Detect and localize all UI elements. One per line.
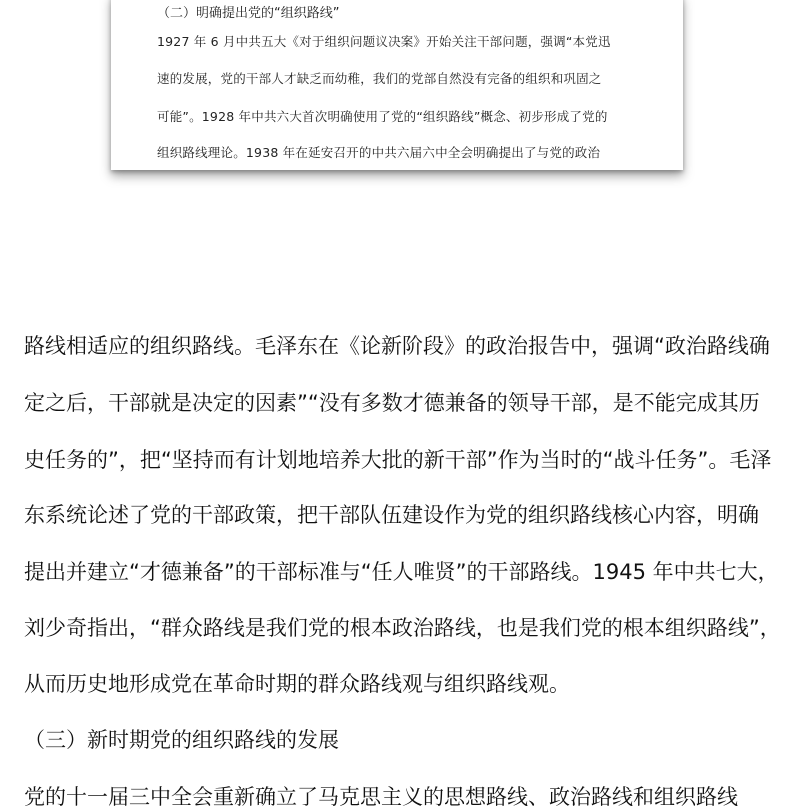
card-text-line: 可能”。1928 年中共六大首次明确使用了党的“组织路线”概念、初步形成了党的 — [157, 109, 608, 124]
card-section-heading: （二）明确提出党的“组织路线” — [157, 6, 340, 21]
section-heading: （三）新时期党的组织路线的发展 — [24, 728, 339, 752]
body-text-line: 路线相适应的组织路线。毛泽东在《论新阶段》的政治报告中，强调“政治路线确 — [24, 334, 770, 358]
body-text-line: 从而历史地形成党在革命时期的群众路线观与组织路线观。 — [24, 672, 570, 696]
body-text-line: 提出并建立“才德兼备”的干部标准与“任人唯贤”的干部路线。1945 年中共七大， — [24, 560, 779, 584]
body-text-line: 东系统论述了党的干部政策，把干部队伍建设作为党的组织路线核心内容，明确 — [24, 503, 759, 527]
embedded-page-excerpt — [111, 0, 683, 170]
body-text-line: 定之后，干部就是决定的因素”“没有多数才德兼备的领导干部，是不能完成其历 — [24, 391, 760, 415]
body-text-line: 党的十一届三中全会重新确立了马克思主义的思想路线、政治路线和组织路线 — [24, 785, 738, 809]
card-text-line: 1927 年 6 月中共五大《对于组织问题议决案》开始关注干部问题，强调“本党迅 — [157, 34, 611, 49]
body-text-line: 史任务的”，把“坚持而有计划地培养大批的新干部”作为当时的“战斗任务”。毛泽 — [24, 448, 772, 472]
body-text-line: 刘少奇指出，“群众路线是我们党的根本政治路线，也是我们党的根本组织路线”， — [24, 616, 781, 640]
card-text-line: 组织路线理论。1938 年在延安召开的中共六届六中全会明确提出了与党的政治 — [157, 145, 601, 160]
card-text-line: 速的发展，党的干部人才缺乏而幼稚，我们的党部自然没有完备的组织和巩固之 — [157, 71, 602, 86]
